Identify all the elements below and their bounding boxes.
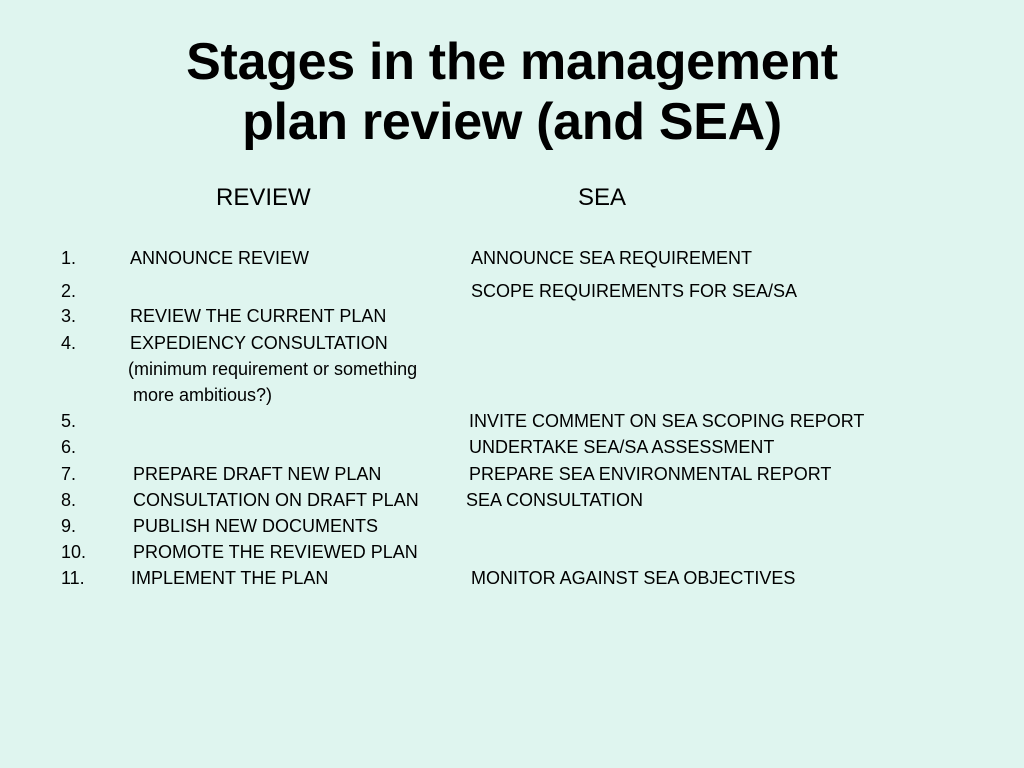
review-step-note: (minimum requirement or something xyxy=(128,359,418,379)
sea-step: INVITE COMMENT ON SEA SCOPING REPORT xyxy=(469,411,865,431)
review-step: PUBLISH NEW DOCUMENTS xyxy=(133,516,379,536)
column-header-sea: SEA xyxy=(578,184,627,211)
row-number: 7. xyxy=(61,464,77,484)
sea-step: ANNOUNCE SEA REQUIREMENT xyxy=(471,248,753,268)
review-step: ANNOUNCE REVIEW xyxy=(130,248,310,268)
review-step: EXPEDIENCY CONSULTATION xyxy=(130,333,388,353)
review-step: IMPLEMENT THE PLAN xyxy=(131,568,329,588)
slide-title-line-1: Stages in the management xyxy=(186,33,838,91)
review-step-note: more ambitious?) xyxy=(133,385,273,405)
row-number: 3. xyxy=(61,306,77,326)
row-number: 9. xyxy=(61,516,77,536)
slide-title-line-2: plan review (and SEA) xyxy=(242,93,782,151)
row-number: 6. xyxy=(61,437,77,457)
review-step: PROMOTE THE REVIEWED PLAN xyxy=(133,542,418,562)
sea-step: MONITOR AGAINST SEA OBJECTIVES xyxy=(471,568,796,588)
row-number: 2. xyxy=(61,281,77,301)
row-number: 11. xyxy=(61,568,85,588)
row-number: 4. xyxy=(61,333,77,353)
sea-step: UNDERTAKE SEA/SA ASSESSMENT xyxy=(469,437,775,457)
sea-step: SCOPE REQUIREMENTS FOR SEA/SA xyxy=(471,281,798,301)
row-number: 1. xyxy=(61,248,77,268)
review-step: REVIEW THE CURRENT PLAN xyxy=(130,306,387,326)
sea-step: SEA CONSULTATION xyxy=(466,490,644,510)
review-step: CONSULTATION ON DRAFT PLAN xyxy=(133,490,419,510)
row-number: 5. xyxy=(61,411,77,431)
row-number: 8. xyxy=(61,490,77,510)
row-number: 10. xyxy=(61,542,87,562)
slide-title xyxy=(0,32,1024,152)
review-step: PREPARE DRAFT NEW PLAN xyxy=(133,464,382,484)
column-header-review: REVIEW xyxy=(216,184,311,211)
sea-step: PREPARE SEA ENVIRONMENTAL REPORT xyxy=(469,464,832,484)
